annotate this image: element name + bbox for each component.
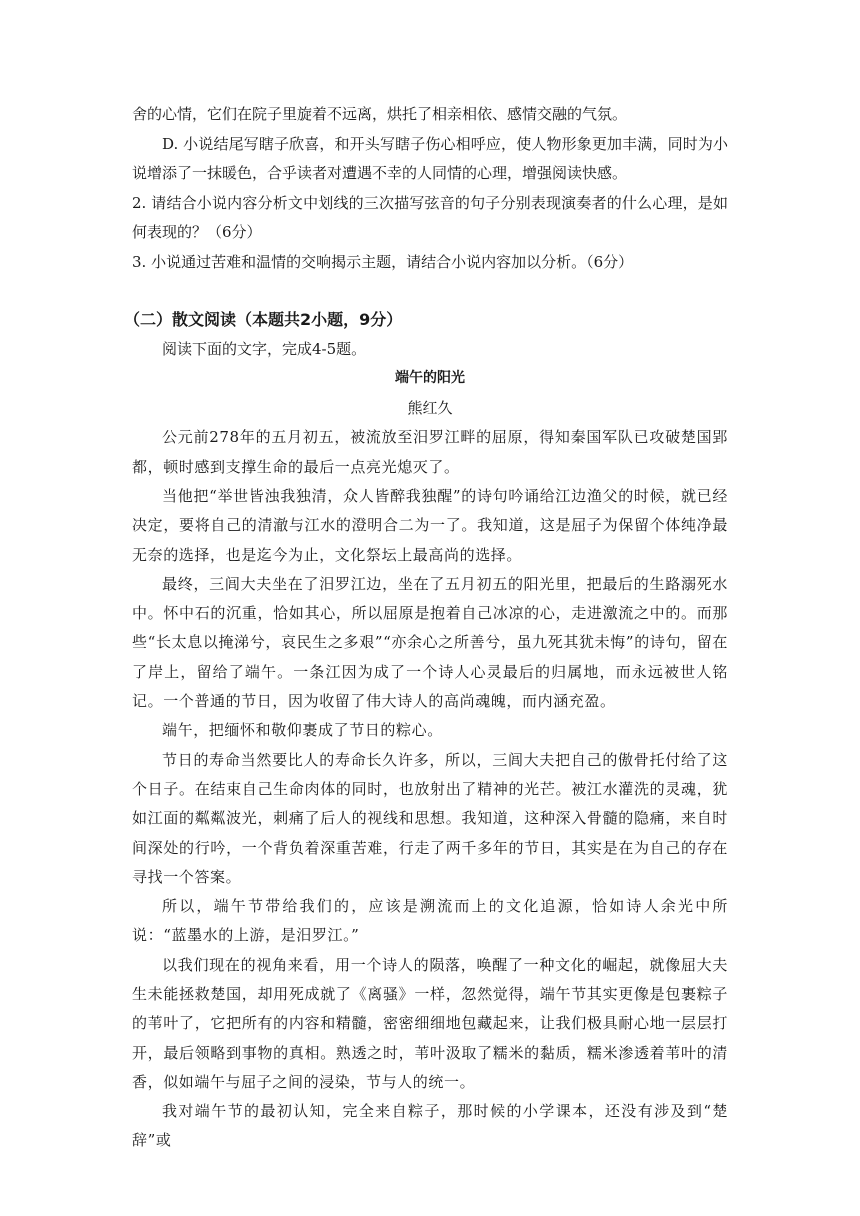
section-instruction: 阅读下面的文字，完成4-5题。	[162, 339, 367, 358]
article-author: 熊红久	[407, 398, 453, 417]
article-paragraph: 端午，把缅怀和敬仰裹成了节日的粽心。	[162, 721, 443, 740]
article-paragraph: 所以，端午节带给我们的，应该是溯流而上的文化追源，恰如诗人余光中所说：“蓝墨水的上游，是汨罗江。”	[132, 897, 728, 945]
question-3: 3. 小说通过苦难和温情的交响揭示主题，请结合小说内容加以分析。（6分）	[132, 252, 634, 271]
article-paragraph: 以我们现在的视角来看，用一个诗人的陨落，唤醒了一种文化的崛起，就像屈大夫生未能拯救楚国，却用死成就了《离骚》一样，忽然觉得，端午节其实更像是包裹粽子的苇叶了，它把所有的内容和精髓，密密细细地包藏起来，让我们极具耐心地一层层打开，最后领略到事物的真相。熟透之时，苇叶汲取了糯米的黏质，糯米渗透着苇叶的清香，似如端午与屈子之间的浸染，节与人的统一。	[132, 955, 728, 1091]
article-paragraph: 节日的寿命当然要比人的寿命长久许多，所以，三闾大夫把自己的傲骨托付给了这个日子。在结束自己生命肉体的同时，也放射出了精神的光芒。被江水灌洗的灵魂，犹如江面的粼粼波光，刺痛了后人的视线和思想。我知道，这种深入骨髓的隐痛，来自时间深处的行吟，一个背负着深重苦难，行走了两千多年的节日，其实是在为自己的存在寻找一个答案。	[132, 750, 728, 886]
section-heading: （二）散文阅读（本题共2小题，9分）	[124, 309, 403, 329]
article-body	[132, 423, 728, 1155]
article-paragraph: 最终，三闾大夫坐在了汨罗江边，坐在了五月初五的阳光里，把最后的生路溺死水中。怀中石的沉重，恰如其心，所以屈原是抱着自己冰凉的心，走进激流之中的。而那些“长太息以掩涕兮，哀民生之多艰”“亦余心之所善兮，虽九死其犹未悔”的诗句，留在了岸上，留给了端午。一条江因为成了一个诗人心灵最后的归属地，而永远被世人铭记。一个普通的节日，因为收留了伟大诗人的高尚魂魄，而内涵充盈。	[132, 574, 728, 711]
article-paragraph: 我对端午节的最初认知，完全来自粽子，那时候的小学课本，还没有涉及到“楚辞”或	[132, 1102, 728, 1150]
document-page	[124, 100, 728, 1156]
option-d: D. 小说结尾写瞎子欣喜，和开头写瞎子伤心相呼应，使人物形象更加丰满，同时为小说增添了一抹暖色，合乎读者对遭遇不幸的人同情的心理，增强阅读快感。	[132, 134, 728, 183]
option-c-continuation: 舍的心情，它们在院子里旋着不远离，烘托了相亲相依、感情交融的气氛。	[132, 105, 628, 123]
article-paragraph: 当他把“举世皆浊我独清，众人皆醉我独醒”的诗句吟诵给江边渔父的时候，就已经决定，要将自己的清澈与江水的澄明合二为一了。我知道，这是屈子为保留个体纯净最无奈的选择，也是迄今为止，文化祭坛上最高尚的选择。	[132, 486, 728, 564]
article-title: 端午的阳光	[395, 370, 465, 387]
question-2: 2. 请结合小说内容分析文中划线的三次描写弦音的句子分别表现演奏者的什么心理，是如何表现的？（6分）	[132, 193, 728, 242]
article-paragraph: 公元前278年的五月初五，被流放至汨罗江畔的屈原，得知秦国军队已攻破楚国郢都，顿时感到支撑生命的最后一点亮光熄灭了。	[132, 428, 728, 476]
